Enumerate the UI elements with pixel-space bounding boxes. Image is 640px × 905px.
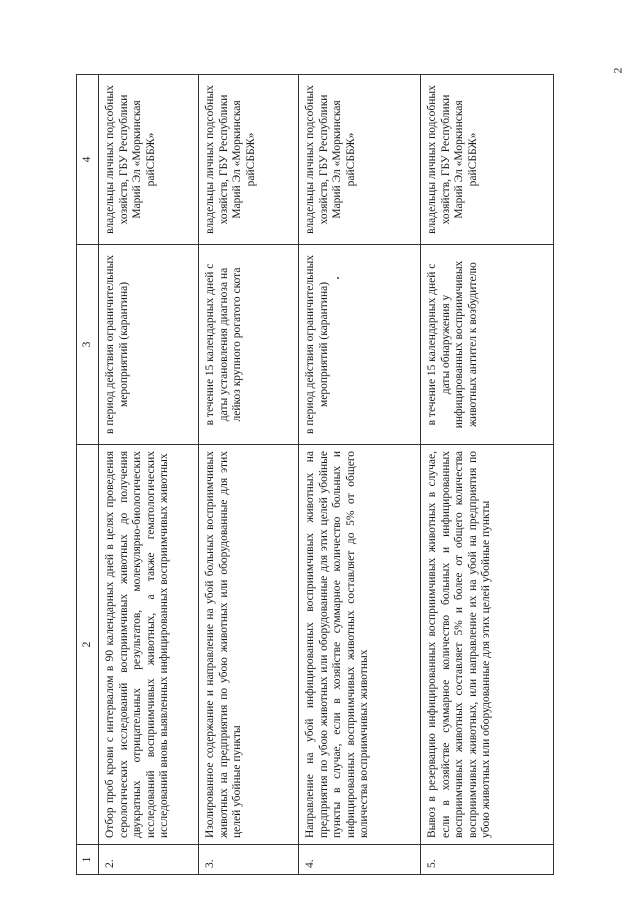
measures-table xyxy=(76,74,554,875)
measure-text: Отбор проб крови с интервалом в 90 календарных дней в целях проведения серологических исследований восприимчивых животных до получения двукратных отрицательных результатов, молекулярно-биологических исследований восприимчивых животных, а также гематологических исследований вновь выявленных инфицированных восприимчивых животных xyxy=(99,445,199,845)
row-number: 2. xyxy=(99,845,199,875)
measure-text: Изолированное содержание и направление на убой больных восприимчивых животных на предприятия по убою животных или оборудованные для этих целей убойные пункты xyxy=(199,445,299,845)
row-number: 3. xyxy=(199,845,299,875)
responsible-text: владельцы личных подсобных хозяйств, ГБУ Республики Марий Эл «Моркинская райСББЖ» xyxy=(199,75,299,245)
deadline-text: в течение 15 календарных дней с даты обнаружения у инфицированных восприимчивых животных антител к возбудителю xyxy=(421,245,554,445)
rotated-page-content xyxy=(76,75,612,875)
row-number: 4. xyxy=(299,845,421,875)
deadline-text: в период действия ограничительных мероприятий (карантина) xyxy=(299,245,421,445)
header-cell-2: 2 xyxy=(77,445,99,845)
header-cell-3: 3 xyxy=(77,245,99,445)
row-number: 5. xyxy=(421,845,554,875)
table-header-row xyxy=(77,75,99,875)
responsible-text: владельцы личных подсобных хозяйств, ГБУ Республики Марий Эл «Моркинская райСББЖ» xyxy=(99,75,199,245)
measure-text: Направление на убой инфицированных восприимчивых животных на предприятия по убою животных или оборудованные для этих целей убойные пункты в случае, если в хозяйстве суммарное количество больных и инфицированных восприимчивых животных составляет до 5% от общего количества восприимчивых животных xyxy=(299,445,421,845)
table-row xyxy=(421,75,554,875)
deadline-text: в период действия ограничительных мероприятий (карантина) xyxy=(99,245,199,445)
responsible-text: владельцы личных подсобных хозяйств, ГБУ Республики Марий Эл «Моркинская райСББЖ» xyxy=(299,75,421,245)
measure-text: Вывоз в резервацию инфицированных восприимчивых животных в случае, если в хозяйстве суммарное количество больных и инфицированных восприимчивых животных составляет 5% и более от общего количества восприимчивых животных, или направление их на убой на предприятия по убою животных или оборудованные для этих целей убойные пункты xyxy=(421,445,554,845)
table-row xyxy=(99,75,199,875)
header-cell-4: 4 xyxy=(77,75,99,245)
table-row xyxy=(199,75,299,875)
page-number: 2 xyxy=(610,67,625,74)
responsible-text: владельцы личных подсобных хозяйств, ГБУ Республики Марий Эл «Моркинская райСББЖ» xyxy=(421,75,554,245)
table-row xyxy=(299,75,421,875)
deadline-text: в течение 15 календарных дней с даты установления диагноза на лейкоз крупного рогатого скота xyxy=(199,245,299,445)
header-cell-1: 1 xyxy=(77,845,99,875)
